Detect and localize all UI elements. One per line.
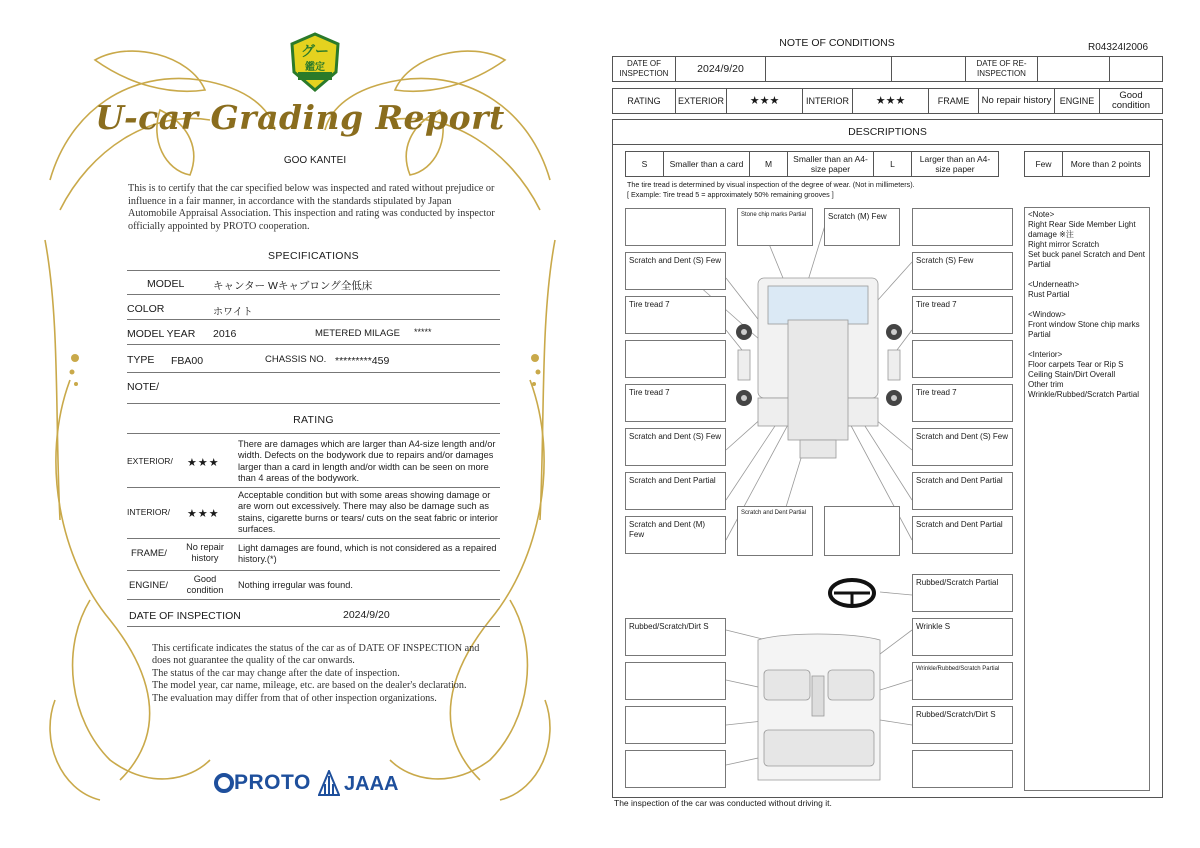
legend-s-desc: Smaller than a card xyxy=(664,152,750,177)
damage-box-right-6: Scratch and Dent Partial xyxy=(912,472,1013,510)
inspection-date-table xyxy=(612,56,1163,82)
certification-statement: This is to certify that the car specified below was inspected and rated without prejudice or influence in a fair manner, in accordance with the standards stipulated by Japan Automobile Appraisal Association. This inspection and rating was conducted by inspector officially appointed by PROTO cooperation. xyxy=(128,183,495,232)
legend-m-desc: Smaller than an A4-size paper xyxy=(788,152,874,177)
empty-cell xyxy=(766,57,892,82)
legend-m: M xyxy=(750,152,788,177)
frame-description: Light damages are found, which is not considered as a repaired history.(*) xyxy=(238,543,497,565)
interior-stars: ★★★ xyxy=(187,508,220,520)
spec-row-type xyxy=(127,345,500,373)
damage-box-left-3 xyxy=(625,340,726,378)
interior-box-right-2: Wrinkle S xyxy=(912,618,1013,656)
notes-panel xyxy=(1024,207,1150,791)
tread-note-line: [ Example: Tire tread 5 = approximately 50% remaining grooves ] xyxy=(627,189,834,199)
date-of-inspection-row xyxy=(127,600,500,627)
damage-box-right-5: Scratch and Dent (S) Few xyxy=(912,428,1013,466)
damage-box-top-center-right: Scratch (M) Few xyxy=(824,208,900,246)
proto-logo-text: PROTO xyxy=(234,771,311,794)
damage-box-left-1: Scratch and Dent (S) Few xyxy=(625,252,726,290)
certificate-subtitle: GOO KANTEI xyxy=(283,155,347,166)
frame-value: No repair history xyxy=(979,89,1055,114)
exterior-stars: ★★★ xyxy=(727,89,803,114)
engine-label: ENGINE xyxy=(1055,89,1100,114)
interior-box-left-2 xyxy=(625,662,726,700)
damage-box-left-2: Tire tread 7 xyxy=(625,296,726,334)
date-of-inspection-value: 2024/9/20 xyxy=(676,57,766,82)
jaaa-logo-text: JAAA xyxy=(344,773,399,795)
svg-text:グー: グー xyxy=(301,44,329,60)
rating-summary-table xyxy=(612,88,1163,114)
damage-box-left-0 xyxy=(625,208,726,246)
proto-logo-icon xyxy=(213,772,235,794)
damage-box-right-0 xyxy=(912,208,1013,246)
disclaimer-line: The evaluation may differ from that of other inspection organizations. xyxy=(152,692,437,704)
damage-box-right-2: Tire tread 7 xyxy=(912,296,1013,334)
frame-label: FRAME/ xyxy=(131,548,167,559)
frame-label: FRAME xyxy=(929,89,979,114)
chassis-value: *********459 xyxy=(335,355,390,367)
steering-wheel-icon xyxy=(830,580,874,606)
rating-heading: RATING xyxy=(293,414,334,426)
specifications-heading: SPECIFICATIONS xyxy=(268,250,359,262)
chassis-label: CHASSIS NO. xyxy=(265,354,327,365)
mileage-value: ***** xyxy=(414,327,432,337)
legend-l-desc: Larger than an A4-size paper xyxy=(912,152,999,177)
interior-box-right-3: Wrinkle/Rubbed/Scratch Partial xyxy=(912,662,1013,700)
date-value: 2024/9/20 xyxy=(343,609,390,621)
rating-row-exterior xyxy=(127,437,500,488)
damage-box-bottom-center-left: Scratch and Dent Partial xyxy=(737,506,813,556)
note-interior: <Interior> Floor carpets Tear or Rip S Ceiling Stain/Dirt Overall Other trim Wrinkle/Rubbed/Scratch Partial xyxy=(1028,350,1140,399)
conditions-title: NOTE OF CONDITIONS xyxy=(779,37,895,49)
legend-few: Few xyxy=(1025,152,1063,177)
exterior-label: EXTERIOR xyxy=(676,89,727,114)
interior-label: INTERIOR xyxy=(803,89,853,114)
exterior-description: There are damages which are larger than A4-size length and/or width. Defects on the bodywork due to repairs and/or damages larger than a card in length and/or width can be seen on more than 4 areas of the bodywork. xyxy=(238,439,496,483)
rating-divider xyxy=(127,433,500,434)
note-label: NOTE/ xyxy=(127,381,160,393)
tread-note xyxy=(627,180,915,199)
engine-label: ENGINE/ xyxy=(129,580,169,591)
legend-s: S xyxy=(626,152,664,177)
rating-row-interior xyxy=(127,488,500,539)
damage-box-left-6: Scratch and Dent Partial xyxy=(625,472,726,510)
tread-note-line: The tire tread is determined by visual inspection of the degree of wear. (Not in millimeters). xyxy=(627,180,915,189)
damage-box-right-7: Scratch and Dent Partial xyxy=(912,516,1013,554)
model-label: MODEL xyxy=(147,278,185,290)
color-value: ホワイト xyxy=(213,307,253,318)
spec-row-color xyxy=(127,295,500,320)
date-label: DATE OF INSPECTION xyxy=(129,610,241,622)
color-label: COLOR xyxy=(127,303,165,315)
disclaimer-line: The model year, car name, mileage, etc. are based on the dealer's declaration. xyxy=(152,680,467,692)
footer-note: The inspection of the car was conducted without driving it. xyxy=(614,798,832,808)
note-underneath: <Underneath> Rust Partial xyxy=(1028,280,1080,299)
descriptions-heading: DESCRIPTIONS xyxy=(612,119,1163,145)
note-general: <Note> Right Rear Side Member Light damage ※注 Right mirror Scratch Set buck panel Scratch and Dent Partial xyxy=(1028,210,1145,269)
spec-row-model xyxy=(127,270,500,295)
rating-row-frame xyxy=(127,539,500,571)
note-window: <Window> Front window Stone chip marks Partial xyxy=(1028,310,1140,339)
certificate-title: U-car Grading Report xyxy=(95,98,505,137)
jaaa-logo-icon xyxy=(318,770,340,796)
reference-number: R04324I2006 xyxy=(1088,42,1149,53)
spec-row-note xyxy=(127,373,500,404)
model-year-value: 2016 xyxy=(213,328,237,340)
damage-box-right-4: Tire tread 7 xyxy=(912,384,1013,422)
svg-text:鑑定: 鑑定 xyxy=(305,62,325,73)
interior-box-left-1: Rubbed/Scratch/Dirt S xyxy=(625,618,726,656)
disclaimer-line: The status of the car may change after the date of inspection. xyxy=(152,667,400,679)
legend-few-desc: More than 2 points xyxy=(1063,152,1150,177)
legend-l: L xyxy=(874,152,912,177)
interior-box-left-4 xyxy=(625,750,726,788)
model-year-label: MODEL YEAR xyxy=(127,328,196,340)
size-legend-table xyxy=(625,151,999,177)
type-value: FBA00 xyxy=(171,355,204,367)
interior-box-right-5 xyxy=(912,750,1013,788)
exterior-stars: ★★★ xyxy=(187,457,220,469)
goo-kantei-emblem xyxy=(288,32,342,92)
rating-label: RATING xyxy=(613,89,676,114)
date-of-inspection-label: DATE OF INSPECTION xyxy=(613,57,676,82)
spec-row-year xyxy=(127,320,500,345)
interior-description: Acceptable condition but with some areas showing damage or are worn out excessively. There may also be damage such as stains, cigarette burns or tears/ cuts on the seat fabric or interior surfaces. xyxy=(238,490,498,534)
damage-box-right-3 xyxy=(912,340,1013,378)
type-label: TYPE xyxy=(127,354,155,366)
reinspection-value xyxy=(1038,57,1110,82)
interior-label: INTERIOR/ xyxy=(127,507,170,517)
exterior-label: EXTERIOR/ xyxy=(127,456,173,466)
interior-stars: ★★★ xyxy=(853,89,929,114)
interior-box-right-1: Rubbed/Scratch Partial xyxy=(912,574,1013,612)
interior-box-left-3 xyxy=(625,706,726,744)
model-value: キャンター Wキャブロング全低床 xyxy=(213,280,373,292)
engine-value: Good condition xyxy=(186,574,224,596)
rating-row-engine xyxy=(127,571,500,600)
disclaimer xyxy=(152,643,492,705)
engine-description: Nothing irregular was found. xyxy=(238,580,353,590)
damage-box-left-5: Scratch and Dent (S) Few xyxy=(625,428,726,466)
damage-box-bottom-center-right xyxy=(824,506,900,556)
damage-box-right-1: Scratch (S) Few xyxy=(912,252,1013,290)
few-legend-table xyxy=(1024,151,1150,177)
engine-value: Good condition xyxy=(1100,89,1163,114)
frame-value: No repair history xyxy=(186,542,224,564)
damage-box-left-7: Scratch and Dent (M) Few xyxy=(625,516,726,554)
interior-box-right-4: Rubbed/Scratch/Dirt S xyxy=(912,706,1013,744)
mileage-label: METERED MILAGE xyxy=(315,328,400,339)
reinspection-label: DATE OF RE-INSPECTION xyxy=(966,57,1038,82)
damage-box-top-center-left: Stone chip marks Partial xyxy=(737,208,813,246)
damage-box-left-4: Tire tread 7 xyxy=(625,384,726,422)
disclaimer-line: This certificate indicates the status of the car as of DATE OF INSPECTION and does not guarantee the quality of the car onwards. xyxy=(152,643,480,667)
